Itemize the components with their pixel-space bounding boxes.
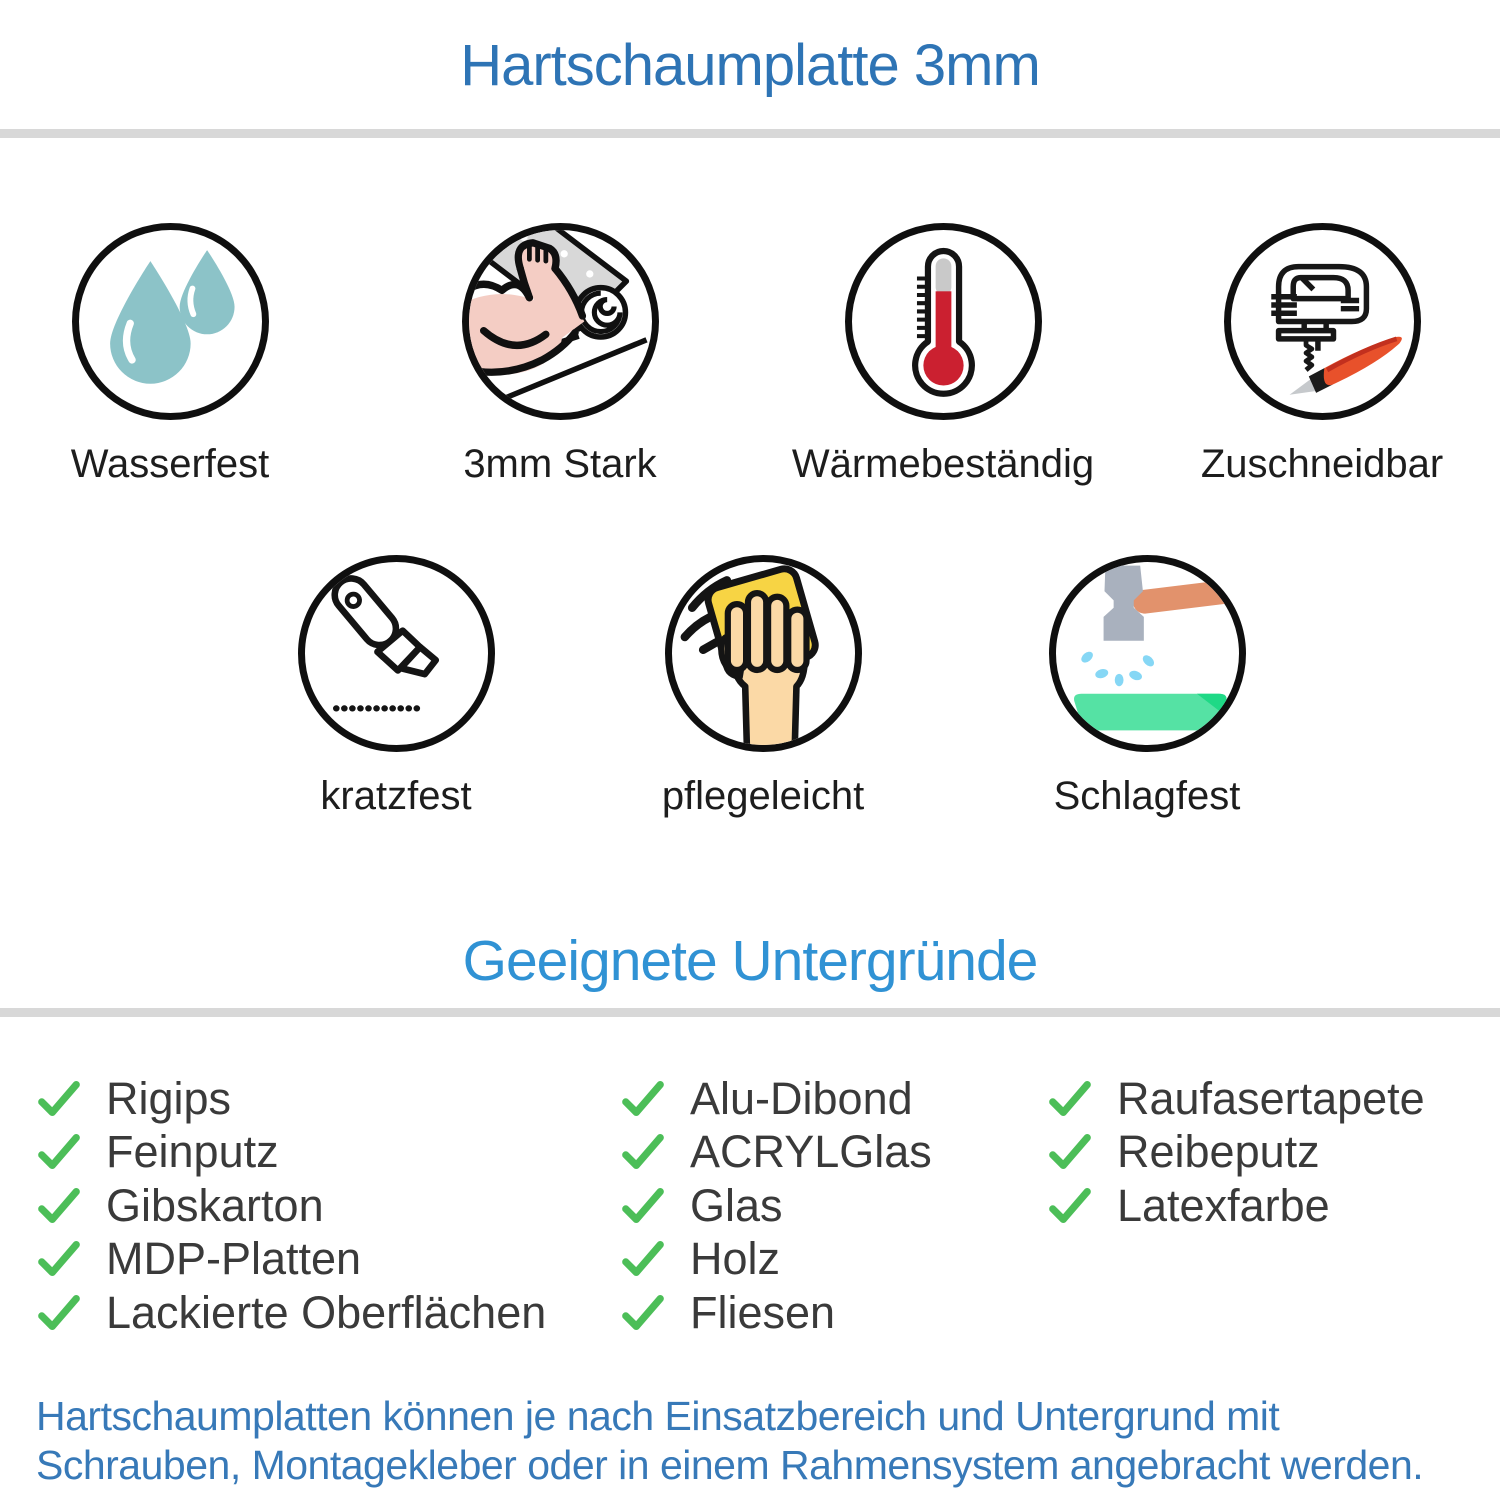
check-icon bbox=[36, 1076, 82, 1122]
list-item-label: Latexfarbe bbox=[1117, 1179, 1330, 1231]
feature-label: Zuschneidbar bbox=[1200, 442, 1444, 486]
check-icon bbox=[620, 1290, 666, 1336]
utility-knife-icon bbox=[305, 562, 488, 745]
list-item bbox=[620, 1072, 932, 1126]
list-item-label: Glas bbox=[690, 1179, 783, 1231]
feature-label: 3mm Stark bbox=[463, 442, 657, 486]
feature-circle bbox=[1049, 555, 1246, 752]
thermometer-icon bbox=[852, 230, 1035, 413]
check-icon bbox=[1047, 1183, 1093, 1229]
feature-circle bbox=[845, 223, 1042, 420]
check-icon bbox=[36, 1236, 82, 1282]
list-item-label: MDP-Platten bbox=[106, 1233, 362, 1285]
check-icon bbox=[620, 1183, 666, 1229]
feature-circle bbox=[298, 555, 495, 752]
substrates-column-1 bbox=[36, 1072, 546, 1340]
check-icon bbox=[1047, 1076, 1093, 1122]
feature-label: Wärmebeständig bbox=[791, 442, 1095, 486]
list-item bbox=[1047, 1126, 1425, 1180]
list-item bbox=[36, 1126, 546, 1180]
list-item bbox=[1047, 1179, 1425, 1233]
list-item-label: Reibeputz bbox=[1117, 1126, 1320, 1178]
list-item bbox=[620, 1286, 932, 1340]
list-item bbox=[620, 1233, 932, 1287]
feature-item-3mm-stark bbox=[390, 223, 730, 487]
feature-label: Wasserfest bbox=[70, 442, 270, 486]
list-item-label: Rigips bbox=[106, 1072, 232, 1124]
list-item-label: Feinputz bbox=[106, 1126, 279, 1178]
check-icon bbox=[620, 1076, 666, 1122]
substrates-column-3 bbox=[1047, 1072, 1425, 1233]
substrates-column-2 bbox=[620, 1072, 932, 1340]
list-item-label: Alu-Dibond bbox=[690, 1072, 913, 1124]
list-item-label: Lackierte Oberflächen bbox=[106, 1286, 547, 1338]
muscle-arm-icon bbox=[469, 230, 652, 413]
water-drops-icon bbox=[79, 230, 262, 413]
feature-label: kratzfest bbox=[320, 774, 472, 818]
feature-circle bbox=[462, 223, 659, 420]
feature-label: Schlagfest bbox=[1053, 774, 1241, 818]
feature-item-kratzfest bbox=[226, 555, 566, 819]
feature-label: pflegeleicht bbox=[661, 774, 865, 818]
check-icon bbox=[620, 1236, 666, 1282]
mounting-note-line1: Hartschaumplatten können je nach Einsatzbereich und Untergrund mit bbox=[36, 1393, 1280, 1439]
check-icon bbox=[1047, 1129, 1093, 1175]
feature-circle bbox=[665, 555, 862, 752]
hammer-impact-icon bbox=[1056, 562, 1239, 745]
check-icon bbox=[36, 1290, 82, 1336]
feature-item-pflegeleicht bbox=[593, 555, 933, 819]
divider-substrates bbox=[0, 1008, 1500, 1017]
list-item bbox=[1047, 1072, 1425, 1126]
wiping-hand-icon bbox=[672, 562, 855, 745]
list-item-label: Fliesen bbox=[690, 1286, 836, 1338]
feature-item-zuschneidbar bbox=[1152, 223, 1492, 487]
divider-top bbox=[0, 129, 1500, 138]
list-item bbox=[620, 1126, 932, 1180]
substrates-title: Geeignete Untergründe bbox=[462, 929, 1038, 993]
list-item bbox=[36, 1072, 546, 1126]
page-title: Hartschaumplatte 3mm bbox=[460, 33, 1040, 98]
check-icon bbox=[36, 1183, 82, 1229]
list-item bbox=[36, 1286, 546, 1340]
check-icon bbox=[36, 1129, 82, 1175]
feature-item-schlagfest bbox=[977, 555, 1317, 819]
list-item-label: Holz bbox=[690, 1233, 781, 1285]
feature-item-wasserfest bbox=[0, 223, 340, 487]
list-item-label: Gibskarton bbox=[106, 1179, 324, 1231]
mounting-note bbox=[36, 1392, 1423, 1490]
feature-item-waermebestaendig bbox=[773, 223, 1113, 487]
mounting-note-line2: Schrauben, Montagekleber oder in einem Rahmensystem angebracht werden. bbox=[36, 1442, 1424, 1488]
check-icon bbox=[620, 1129, 666, 1175]
list-item bbox=[36, 1179, 546, 1233]
list-item-label: ACRYLGlas bbox=[690, 1126, 932, 1178]
feature-circle bbox=[72, 223, 269, 420]
jigsaw-cutter-icon bbox=[1231, 230, 1414, 413]
list-item bbox=[620, 1179, 932, 1233]
feature-circle bbox=[1224, 223, 1421, 420]
list-item bbox=[36, 1233, 546, 1287]
list-item-label: Raufasertapete bbox=[1117, 1072, 1425, 1124]
